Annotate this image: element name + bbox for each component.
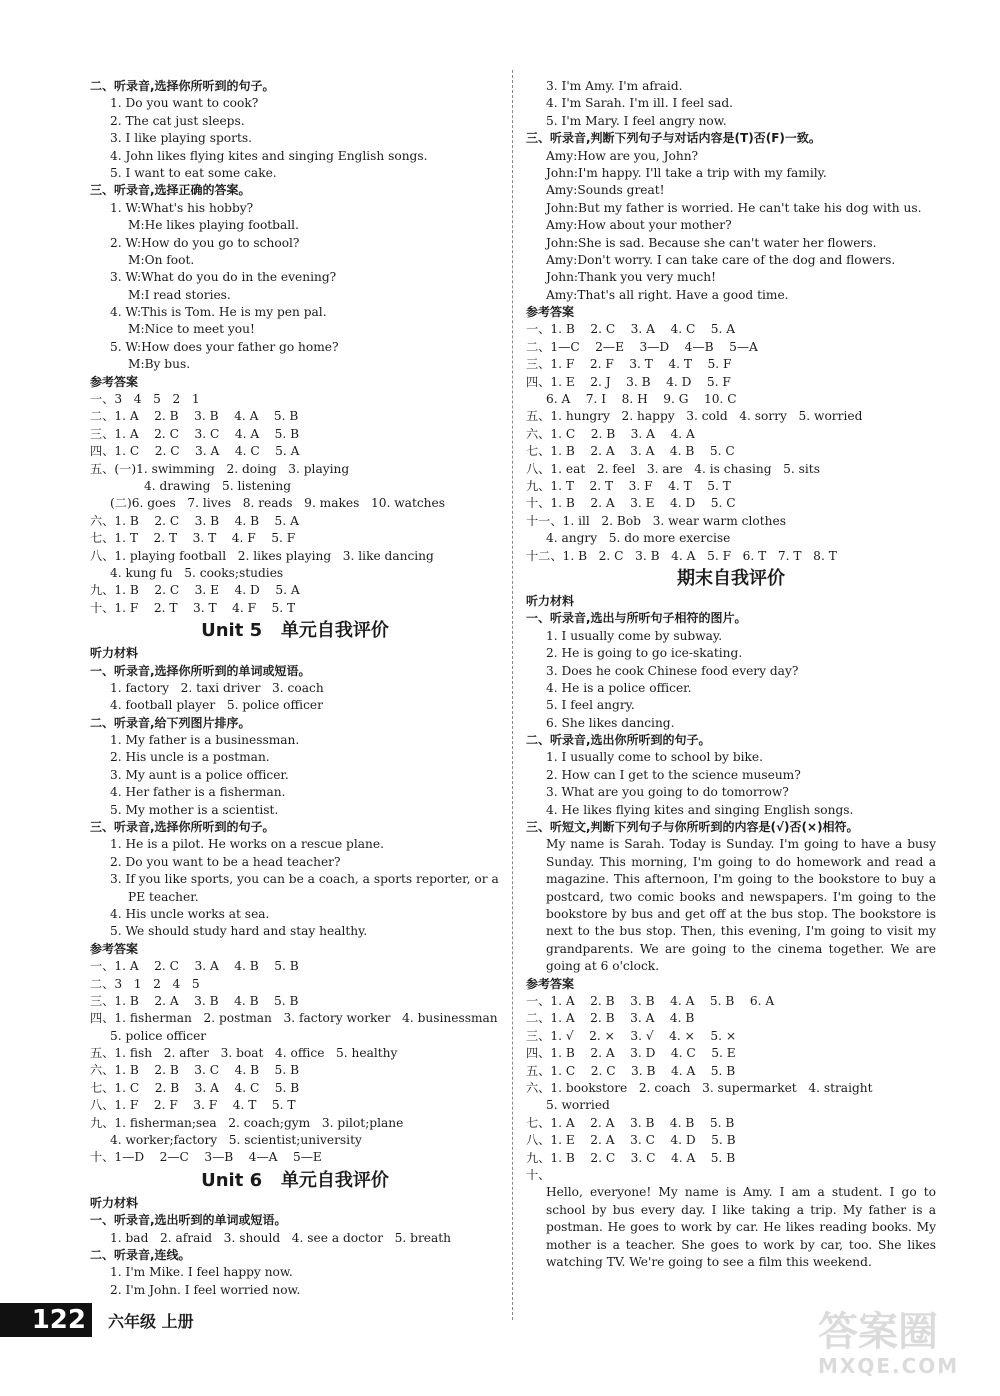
text-line: M:By bus.	[128, 357, 191, 372]
text-line: 4. worker;factory 5. scientist;university	[110, 1133, 362, 1148]
text-line: 3. I'm Amy. I'm afraid.	[546, 79, 683, 93]
text-line: 七、1. A 2. A 3. B 4. B 5. B	[526, 1115, 735, 1130]
text-line: 4. He is a police officer.	[546, 680, 692, 695]
watermark-logo	[818, 1310, 978, 1380]
text-line: 一、1. B 2. C 3. A 4. C 5. A	[526, 322, 736, 337]
text-line: M:I read stories.	[128, 287, 231, 302]
text-line: (二)6. goes 7. lives 8. reads 9. makes 10. watches	[110, 496, 445, 511]
paragraph: My name is Sarah. Today is Sunday. I'm going to have a busy Sunday. This morning, I'm going to do homework and read a magazine. This afternoon, I'm going to the bookstore to buy a postcard, two comic books and newspapers. I'm going to the bookstore by bus and get off at the bus stop. The bookstore is next to the bus stop. Then, this evening, I'm going to visit my grandparents. We are going to the cinema together. We are going at 6 o'clock.	[546, 837, 936, 974]
section-heading: 一、听录音,选出与所听句子相符的图片。	[526, 611, 747, 626]
section-heading: 参考答案	[526, 305, 575, 320]
text-line: 三、1. F 2. F 3. T 4. T 5. F	[526, 357, 732, 372]
text-line: 1. bad 2. afraid 3. should 4. see a doctor 5. breath	[110, 1230, 452, 1245]
text-line: 1. I usually come by subway.	[546, 628, 723, 643]
section-heading: 听力材料	[90, 1195, 139, 1210]
text-line: 十一、1. ill 2. Bob 3. wear warm clothes	[526, 513, 786, 528]
text-line: 5. I'm Mary. I feel angry now.	[546, 113, 727, 128]
text-line: 2. How can I get to the science museum?	[546, 767, 801, 782]
text-line: M:On foot.	[128, 252, 195, 267]
text-line: John:She is sad. Because she can't water her flowers.	[546, 235, 877, 250]
text-line: 3. Does he cook Chinese food every day?	[546, 663, 799, 678]
text-line: 2. The cat just sleeps.	[110, 113, 245, 128]
text-line: 九、1. B 2. C 3. C 4. A 5. B	[526, 1150, 736, 1165]
text-line: 八、1. E 2. A 3. C 4. D 5. B	[526, 1133, 736, 1148]
grade-label: 六年级 上册	[108, 1312, 194, 1331]
section-title: 期末自我评价	[677, 567, 785, 589]
text-line: 六、1. B 2. C 3. B 4. B 5. A	[90, 513, 299, 528]
text-line: 1. Do you want to cook?	[110, 96, 259, 111]
text-line: 四、1. B 2. A 3. D 4. C 5. E	[526, 1046, 736, 1061]
text-line: 5. W:How does your father go home?	[110, 339, 339, 354]
text-line: 6. She likes dancing.	[546, 715, 675, 730]
text-line: 十、1—D 2—C 3—B 4—A 5—E	[90, 1150, 322, 1165]
text-line: 4. W:This is Tom. He is my pen pal.	[110, 305, 327, 320]
left-column	[90, 78, 500, 1299]
text-line: 八、1. eat 2. feel 3. are 4. is chasing 5. sits	[526, 461, 820, 476]
section-heading: 二、听录音,给下列图片排序。	[90, 715, 251, 730]
text-line: 一、1. A 2. C 3. A 4. B 5. B	[90, 959, 299, 974]
text-line: 七、1. T 2. T 3. T 4. F 5. F	[90, 531, 296, 546]
text-line: Amy:That's all right. Have a good time.	[546, 287, 789, 302]
text-line: 4. He likes flying kites and singing English songs.	[546, 802, 854, 817]
text-line: 4. kung fu 5. cooks;studies	[110, 565, 284, 580]
text-line: 4. I'm Sarah. I'm ill. I feel sad.	[546, 96, 734, 111]
text-line: 八、1. F 2. F 3. F 4. T 5. T	[90, 1098, 296, 1113]
text-line: 4. drawing 5. listening	[144, 478, 292, 493]
section-heading: 一、听录音,选择你所听到的单词或短语。	[90, 663, 311, 678]
section-heading: 听力材料	[90, 646, 139, 661]
text-line: PE teacher.	[128, 889, 199, 904]
text-line: 2. His uncle is a postman.	[110, 750, 270, 765]
text-line: 5. police officer	[110, 1028, 207, 1043]
text-line: 一、1. A 2. B 3. B 4. A 5. B 6. A	[526, 994, 775, 1009]
text-line: 九、1. fisherman;sea 2. coach;gym 3. pilot;plane	[90, 1115, 404, 1130]
text-line: 五、1. fish 2. after 3. boat 4. office 5. healthy	[90, 1046, 398, 1061]
paragraph: Hello, everyone! My name is Amy. I am a student. I go to school by bus every day. I like taking a trip. My father is a postman. He goes to work by car. He likes reading books. My mother is a teacher. She goes to work by car, too. She likes watching TV. We're going to see a film this weekend.	[546, 1185, 936, 1269]
text-line: John:Thank you very much!	[546, 270, 716, 285]
column-divider	[512, 70, 513, 1320]
text-line: 3. W:What do you do in the evening?	[110, 270, 337, 285]
section-title: Unit 5 单元自我评价	[201, 620, 389, 642]
text-line: 八、1. playing football 2. likes playing 3. like dancing	[90, 548, 434, 563]
text-line: 六、1. C 2. B 3. A 4. A	[526, 426, 695, 441]
text-line: 七、1. C 2. B 3. A 4. C 5. B	[90, 1080, 300, 1095]
text-line: John:I'm happy. I'll take a trip with my family.	[546, 165, 827, 180]
text-line: 五、(一)1. swimming 2. doing 3. playing	[90, 461, 350, 476]
text-line: 5. I feel angry.	[546, 698, 635, 713]
text-line: 5. worried	[546, 1098, 610, 1113]
watermark-text: 答案圈	[818, 1309, 938, 1355]
text-line: Amy:How are you, John?	[546, 148, 699, 163]
text-line: 二、3 1 2 4 5	[90, 976, 200, 991]
section-heading: 二、听录音,连线。	[90, 1248, 191, 1262]
text-line: 1. I'm Mike. I feel happy now.	[110, 1265, 293, 1280]
text-line: Amy:Sounds great!	[546, 183, 665, 198]
text-line: 4. John likes flying kites and singing English songs.	[110, 148, 428, 163]
text-line: 一、3 4 5 2 1	[90, 392, 200, 407]
section-heading: 二、听录音,选出你所听到的句子。	[526, 733, 711, 748]
text-line: 三、1. B 2. A 3. B 4. B 5. B	[90, 993, 299, 1008]
text-line: 3. What are you going to do tomorrow?	[546, 785, 789, 800]
text-line: M:Nice to meet you!	[128, 322, 255, 337]
text-line: 2. I'm John. I feel worried now.	[110, 1282, 301, 1297]
page-number: 122	[0, 1303, 92, 1337]
text-line: 3. If you like sports, you can be a coach, a sports reporter, or a	[110, 872, 499, 887]
text-line: 4. His uncle works at sea.	[110, 906, 270, 921]
text-line: 2. Do you want to be a head teacher?	[110, 854, 341, 869]
text-line: 1. factory 2. taxi driver 3. coach	[110, 680, 324, 695]
section-heading: 参考答案	[90, 374, 139, 389]
text-line: 5. My mother is a scientist.	[110, 802, 279, 817]
text-line: 二、1. A 2. B 3. B 4. A 5. B	[90, 409, 299, 424]
text-line: 4. angry 5. do more exercise	[546, 531, 731, 546]
text-line: 5. We should study hard and stay healthy.	[110, 924, 368, 939]
section-heading: 二、听录音,选择你所听到的句子。	[90, 79, 275, 93]
text-line: 九、1. T 2. T 3. F 4. T 5. T	[526, 478, 731, 493]
text-line: 十二、1. B 2. C 3. B 4. A 5. F 6. T 7. T 8. T	[526, 548, 837, 563]
text-line: 1. He is a pilot. He works on a rescue plane.	[110, 837, 384, 852]
section-heading: 三、听录音,选择正确的答案。	[90, 183, 251, 198]
text-line: 九、1. B 2. C 3. E 4. D 5. A	[90, 583, 300, 598]
text-line: 四、1. fisherman 2. postman 3. factory worker 4. businessman	[90, 1011, 498, 1026]
right-column	[526, 78, 936, 1271]
text-line: John:But my father is worried. He can't take his dog with us.	[546, 200, 922, 215]
text-line: 十、	[526, 1167, 551, 1182]
text-line: 2. W:How do you go to school?	[110, 235, 300, 250]
text-line: 6. A 7. I 8. H 9. G 10. C	[546, 392, 737, 407]
text-line: 2. He is going to go ice-skating.	[546, 646, 743, 661]
section-heading: 参考答案	[90, 941, 139, 956]
text-line: 六、1. bookstore 2. coach 3. supermarket 4. straight	[526, 1081, 873, 1096]
section-heading: 三、听短文,判断下列句子与你所听到的内容是(√)否(×)相符。	[526, 820, 859, 835]
text-line: 4. football player 5. police officer	[110, 698, 323, 713]
text-line: 七、1. B 2. A 3. A 4. B 5. C	[526, 444, 735, 459]
text-line: 六、1. B 2. B 3. C 4. B 5. B	[90, 1063, 300, 1078]
text-line: 1. My father is a businessman.	[110, 733, 300, 748]
section-heading: 参考答案	[526, 976, 575, 991]
text-line: 五、1. hungry 2. happy 3. cold 4. sorry 5. worried	[526, 409, 863, 424]
text-line: Amy:How about your mother?	[546, 218, 732, 233]
section-heading: 三、听录音,选择你所听到的句子。	[90, 820, 275, 835]
text-line: 三、1. √ 2. × 3. √ 4. × 5. ×	[526, 1028, 737, 1043]
text-line: 4. Her father is a fisherman.	[110, 785, 286, 800]
text-line: 十、1. F 2. T 3. T 4. F 5. T	[90, 600, 296, 615]
text-line: 四、1. C 2. C 3. A 4. C 5. A	[90, 444, 300, 459]
text-line: 3. My aunt is a police officer.	[110, 767, 289, 782]
text-line: 二、1. A 2. B 3. A 4. B	[526, 1011, 695, 1026]
text-line: M:He likes playing football.	[128, 218, 299, 233]
section-title: Unit 6 单元自我评价	[201, 1169, 389, 1191]
text-line: 5. I want to eat some cake.	[110, 165, 277, 180]
text-line: 3. I like playing sports.	[110, 131, 252, 146]
section-heading: 一、听录音,选出听到的单词或短语。	[90, 1213, 287, 1228]
watermark-url: MXQE.COM	[818, 1354, 960, 1378]
text-line: 四、1. E 2. J 3. B 4. D 5. F	[526, 374, 731, 389]
text-line: 十、1. B 2. A 3. E 4. D 5. C	[526, 496, 736, 511]
text-line: 五、1. C 2. C 3. B 4. A 5. B	[526, 1063, 736, 1078]
section-heading: 听力材料	[526, 593, 575, 608]
text-line: 1. I usually come to school by bike.	[546, 750, 763, 765]
text-line: Amy:Don't worry. I can take care of the dog and flowers.	[546, 252, 896, 267]
text-line: 1. W:What's his hobby?	[110, 200, 254, 215]
text-line: 三、1. A 2. C 3. C 4. A 5. B	[90, 426, 300, 441]
text-line: 二、1—C 2—E 3—D 4—B 5—A	[526, 339, 758, 354]
section-heading: 三、听录音,判断下列句子与对话内容是(T)否(F)一致。	[526, 131, 821, 146]
